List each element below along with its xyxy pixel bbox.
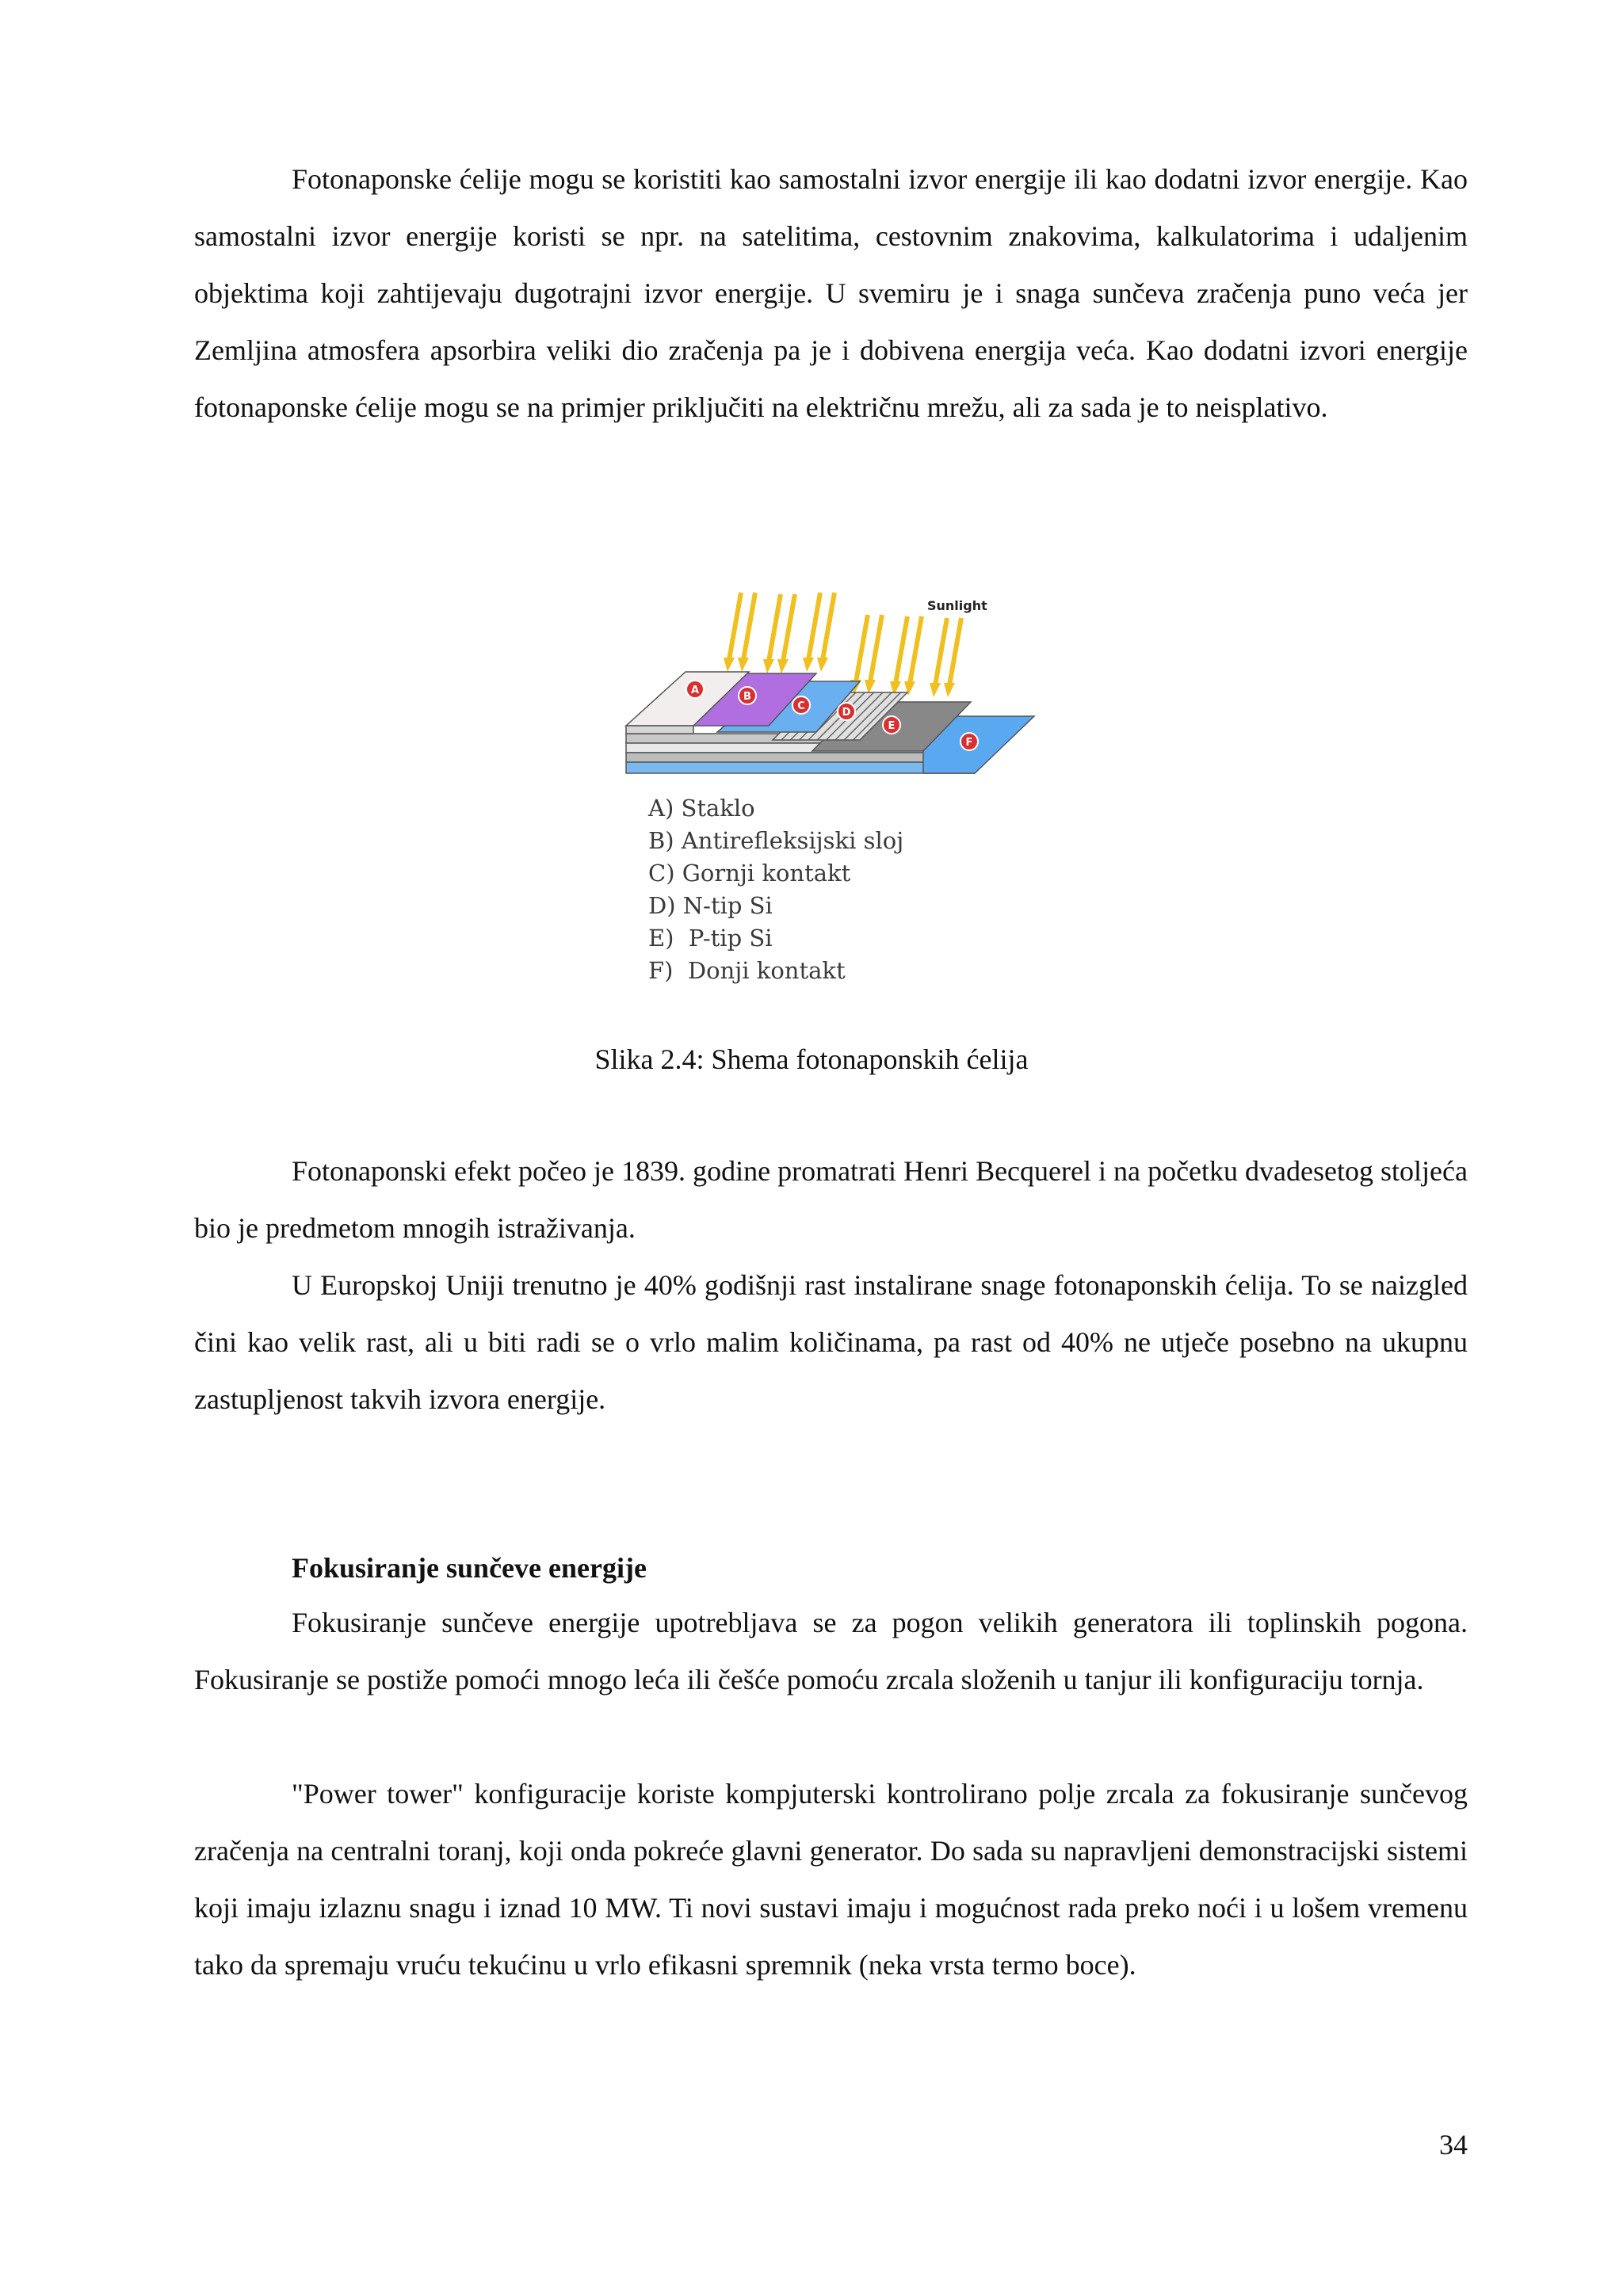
marker-b-label: B [743, 691, 751, 703]
sunlight-label: Sunlight [927, 598, 987, 613]
paragraph-photovoltaic-use: Fotonaponske ćelije mogu se koristiti kao samostalni izvor energije ili kao dodatni izvor energije. Kao samostalni izvor energije koristi se npr. na satelitima, cestovnim znakovima, kalkulatorima i udaljenim objektima koji zahtijevaju dugotrajni izvor energije. U svemiru je i snaga sunčeva zračenja puno veća jer Zemljina atmosfera apsorbira veliki dio zračenja pa je i dobivena energija veća. Kao dodatni izvori energije fotonaponske ćelije mogu se na primjer priključiti na električnu mrežu, ali za sada je to neisplativo. [194, 163, 1468, 423]
marker-a-label: A [690, 685, 700, 696]
section-heading: Fokusiranje sunčeve energije [292, 1552, 647, 1584]
layer-side-ptype [626, 753, 975, 762]
legend-item-a: A) Staklo [648, 795, 755, 822]
marker-d-label: D [842, 707, 851, 719]
legend-item-e: E) P-tip Si [648, 925, 773, 952]
layer-glass-edge [626, 726, 693, 734]
marker-c-label: C [797, 700, 805, 712]
marker-f-label: F [965, 737, 973, 749]
layer-side-contact [626, 762, 975, 773]
legend-item-f: F) Donji kontakt [648, 957, 846, 984]
paragraph-solar-focusing: Fokusiranje sunčeve energije upotrebljava se za pogon velikih generatora ili toplinskih pogona. Fokusiranje se postiže pomoći mnogo leća ili češće pomoću zrcala složenih u tanjur ili konfiguraciju tornja. [194, 1607, 1468, 1695]
paragraph-eu-growth: U Europskoj Uniji trenutno je 40% godišnji rast instalirane snage fotonaponskih ćelija. To se naizgled čini kao velik rast, ali u biti radi se o vrlo malim količinama, pa rast od 40% ne utječe posebno na ukupnu zastupljenost takvih izvora energije. [194, 1269, 1468, 1415]
legend-item-c: C) Gornji kontakt [648, 860, 851, 887]
page-number: 34 [1439, 2129, 1468, 2161]
paragraph-power-tower: "Power tower" konfiguracije koriste kompjuterski kontrolirano polje zrcala za fokusiranje sunčevog zračenja na centralni toranj, koji onda pokreće glavni generator. Do sada su napravljeni demonstracijski sistemi koji imaju izlaznu snagu i iznad 10 MW. Ti novi sustavi imaju i mogućnost rada preko noći i u lošem vremenu tako da spremaju vruću tekućinu u vrlo efikasni spremnik (neka vrsta termo boce). [194, 1778, 1468, 1981]
legend-item-d: D) N-tip Si [648, 892, 773, 919]
figure-caption: Slika 2.4: Shema fotonaponskih ćelija [594, 1043, 1029, 1075]
solar-cell-layers-illustration [622, 585, 1042, 799]
figure-legend [648, 792, 903, 987]
legend-item-b: B) Antirefleksijski sloj [648, 827, 904, 854]
marker-e-label: E [888, 720, 896, 732]
paragraph-photovoltaic-effect: Fotonaponski efekt počeo je 1839. godine promatrati Henri Becquerel i na početku dvadesetog stoljeća bio je predmetom mnogih istraživanja. [194, 1155, 1468, 1244]
